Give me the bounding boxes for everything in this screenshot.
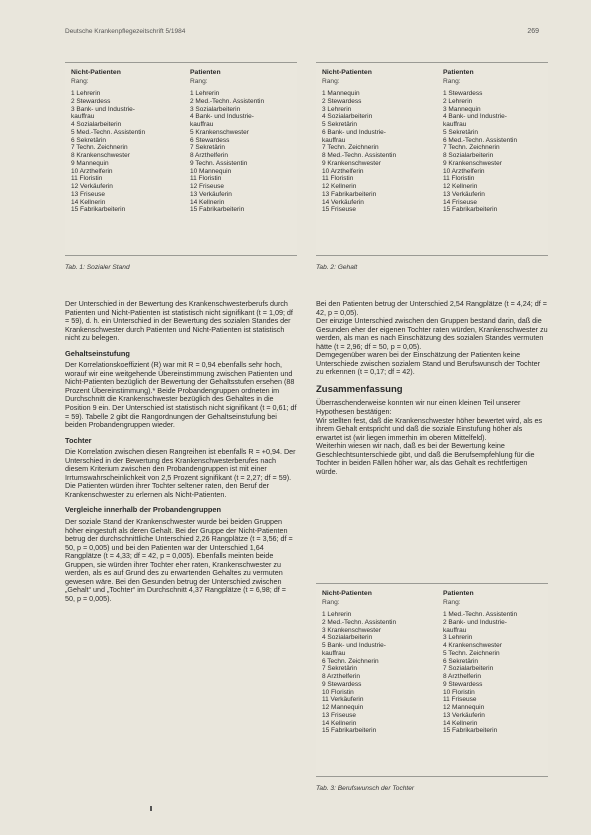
table-row: 11 Friseuse — [443, 696, 477, 704]
body-paragraph: Der einzige Unterschied zwischen den Gruppen bestand darin, daß die Gesunden eher der eigenen Tochter raten würden, Krankenschwester zu werden, als man es nach Einschätzung des sozialen Standes vermuten hätte (t = 2,96; df = 50, p = 0,05). — [316, 316, 548, 351]
table-row: 5 Sekretärin — [443, 128, 479, 136]
table-rank-label: Rang: — [322, 599, 340, 606]
table-rank-label: Rang: — [443, 78, 461, 85]
table-row: 5 Sekretärin — [322, 121, 358, 128]
body-paragraph: Weiterhin wiesen wir nach, daß es bei der Bewertung keine Geschlechtsunterschiede gibt, und daß die Berufsempfehlung für die Tochter in beiden Fällen höher war, als das Gehalt es rechtfertigen würde. — [316, 441, 535, 476]
table-row: 12 Kellnerin — [322, 183, 357, 190]
table-row: 15 Fabrikarbeiterin — [322, 727, 377, 735]
table-row: 1 Lehrerin — [322, 611, 352, 618]
table-col-header: Patienten — [443, 590, 474, 597]
table-row: 9 Stewardess — [443, 680, 483, 688]
table-row: 11 Floristin — [71, 175, 103, 183]
table-row: 15 Fabrikarbeiterin — [443, 727, 498, 735]
table-row: 10 Floristin — [322, 688, 354, 696]
body-paragraph: Bei den Patienten betrug der Unterschied 2,54 Rangplätze (t = 4,24; df = 42, p = 0,05). — [316, 299, 547, 317]
table-row: 4 Bank- und Industrie- — [190, 113, 254, 121]
table-row: 2 Stewardess — [322, 97, 362, 105]
table-row: 4 Bank- und Industrie- — [443, 113, 507, 121]
table-caption: Tab. 3: Berufswunsch der Tochter — [316, 785, 415, 792]
table-rank-list — [322, 611, 396, 735]
table-row: 9 Krankenschwester — [443, 159, 502, 167]
table-row: 1 Lehrerin — [71, 90, 101, 97]
table-row: 12 Kellnerin — [443, 183, 478, 190]
table-row: 9 Techn. Assistentin — [190, 159, 248, 167]
table-row: 2 Med.-Techn. Assistentin — [322, 618, 397, 626]
table-row: 5 Techn. Zeichnerin — [443, 649, 500, 657]
table-row: kauffrau — [190, 121, 214, 128]
table-row: 14 Friseuse — [443, 198, 477, 206]
table-row: 4 Sozialarbeiterin — [322, 634, 373, 642]
table-rank-list — [443, 611, 517, 735]
table-row: 7 Techn. Zeichnerin — [322, 144, 379, 152]
table-row: 3 Sozialarbeiterin — [190, 105, 241, 113]
table-row: 13 Verkäuferin — [190, 190, 232, 198]
table-row: 14 Verkäuferin — [322, 198, 364, 206]
body-paragraph: Der soziale Stand der Krankenschwester wurde bei beiden Gruppen höher eingestuft als deren Gehalt. Bei der Gruppe der Nicht-Patienten betrug der durchschnittliche Unterschied 2,26 Rangplätze (t = 3,56; df = 50, p = 0,005) und bei den Patienten war der Unterschied 1,64 Rangplätze (t = 4,33; df = 42, p = 0,005). Ebenfalls meinten beide Gruppen, sie würden ihrer Tochter eher raten, Krankenschwester zu werden, als es auf Grund des zu erwartenden Gehaltes zu vermuten gewesen wäre. Bei den Gesunden betrug der Unterschied zwischen „Gehalt“ und „Tochter“ im Durchschnitt 4,37 Rangplätze (t = 6,98; df = 50, p = 0,005). — [65, 517, 293, 603]
table-row: 13 Fabrikarbeiterin — [322, 190, 377, 198]
table-row: 13 Verkäuferin — [443, 190, 485, 198]
page-number: 269 — [527, 28, 539, 35]
table-row: 15 Friseuse — [322, 206, 356, 214]
table-row: 2 Lehrerin — [443, 97, 473, 105]
section-heading: Gehaltseinstufung — [65, 348, 130, 358]
table-row: 4 Sozialarbeiterin — [71, 121, 122, 128]
right-text-column — [316, 300, 548, 476]
table-row: 3 Lehrerin — [443, 634, 473, 642]
table-row: 9 Stewardess — [322, 680, 362, 688]
table-row: 6 Sekretärin — [71, 136, 107, 144]
table-row: 6 Bank- und Industrie- — [322, 128, 386, 136]
body-paragraph: Der Unterschied in der Bewertung des Krankenschwesterberufs durch Patienten und Nicht-Patienten ist statistisch nicht signifikant (t = 1,09; df = 59), d. h. ein Unterschied in der Bewertung des sozialen Standes der Krankenschwester durch Patienten und Nicht-Patienten ist statistisch nicht zu belegen. — [65, 299, 293, 343]
table-gehalt — [316, 62, 548, 256]
table-row: 1 Mannequin — [322, 90, 360, 97]
table-rank-list — [322, 90, 396, 214]
table-row: 8 Arzthelferin — [322, 673, 360, 680]
table-row: 13 Friseuse — [322, 711, 356, 719]
table-row: 3 Lehrerin — [322, 105, 352, 113]
table-row: 6 Med.-Techn. Assistentin — [443, 136, 518, 144]
table-row: 9 Mannequin — [71, 159, 109, 167]
table-row: 6 Sekretärin — [443, 657, 479, 665]
table-row: 9 Krankenschwester — [322, 159, 381, 167]
table-row: 7 Techn. Zeichnerin — [443, 144, 500, 152]
table-row: 8 Arzthelferin — [190, 152, 228, 159]
table-berufswunsch — [316, 583, 548, 777]
table-row: 5 Med.-Techn. Assistentin — [71, 128, 146, 136]
table-row: 14 Kellnerin — [322, 719, 357, 727]
table-row: 12 Friseuse — [190, 183, 224, 190]
table-row: 7 Sekretärin — [190, 144, 226, 152]
table-row: 3 Krankenschwester — [322, 626, 381, 634]
table-row: 14 Kellnerin — [443, 719, 478, 727]
table-row: 13 Friseuse — [71, 190, 105, 198]
table-row: 10 Arzthelferin — [71, 167, 113, 175]
table-col-header: Patienten — [443, 69, 474, 76]
table-col-header: Nicht-Patienten — [322, 590, 372, 597]
table-row: kauffrau — [443, 121, 467, 128]
table-row: 14 Kellnerin — [71, 198, 106, 206]
table-row: 5 Krankenschwester — [190, 128, 249, 136]
table-row: 5 Bank- und Industrie- — [322, 642, 386, 649]
table-row: 8 Med.-Techn. Assistentin — [322, 152, 397, 159]
table-rank-label: Rang: — [322, 78, 340, 85]
table-row: 4 Sozialarbeiterin — [322, 113, 373, 121]
table-row: 11 Verkäuferin — [322, 696, 364, 704]
table-rank-list — [190, 90, 264, 214]
table-row: 6 Techn. Zeichnerin — [322, 657, 379, 665]
table-rank-list — [443, 90, 517, 214]
table-row: 11 Floristin — [443, 175, 475, 183]
section-heading: Zusammenfassung — [316, 383, 403, 395]
table-row: 15 Fabrikarbeiterin — [443, 206, 498, 214]
table-col-header: Patienten — [190, 69, 221, 76]
table-row: 7 Sekretärin — [322, 665, 358, 673]
page-header — [65, 28, 539, 40]
section-heading: Tochter — [65, 435, 92, 445]
table-row: 15 Fabrikarbeiterin — [190, 206, 245, 214]
table-row: 1 Lehrerin — [190, 90, 220, 97]
table-row: 1 Med.-Techn. Assistentin — [443, 611, 518, 618]
body-paragraph: Der Korrelationskoeffizient (R) war mit R = 0,94 ebenfalls sehr hoch, worauf wir eine weitgehende Übereinstimmung zwischen Patienten und Nicht-Patienten bezüglich der Bewertung der Gehaltsstufen ersehen (88 Prozent Übereinstimmung).* Beide Probandengruppen ordneten im Durchschnitt die Krankenschwester bezüglich des Gehaltes in die Position 9 ein. Der Unterschied ist statistisch nicht signifikant (t = 0,61; df = 59). Tabelle 2 gibt die Rangordnungen der Gehaltseinstufung bei beiden Probandengruppen wieder. — [65, 360, 297, 430]
table-row: 3 Mannequin — [443, 105, 481, 113]
table-row: 15 Fabrikarbeiterin — [71, 206, 126, 214]
table-col-header: Nicht-Patienten — [322, 69, 372, 76]
body-paragraph: Demgegenüber waren bei der Einschätzung der Patienten keine Unterschiede zwischen sozialem Stand und Berufswunsch der Tochter zu erkennen (t = 0,17; df = 42). — [316, 350, 540, 377]
table-rank-label: Rang: — [443, 599, 461, 606]
table-row: 2 Med.-Techn. Assistentin — [190, 97, 265, 105]
left-text-column — [65, 300, 297, 604]
table-rank-label: Rang: — [190, 78, 208, 85]
table-row: 11 Floristin — [322, 175, 354, 183]
section-heading: Vergleiche innerhalb der Probandengruppen — [65, 505, 222, 515]
table-row: 10 Arzthelferin — [443, 167, 485, 175]
table-row: 12 Verkäuferin — [71, 183, 113, 190]
table-caption: Tab. 1: Sozialer Stand — [65, 264, 130, 271]
table-row: 12 Mannequin — [443, 704, 485, 711]
table-rank-label: Rang: — [71, 78, 89, 85]
table-row: 10 Arzthelferin — [322, 167, 364, 175]
page-mark — [150, 806, 152, 811]
table-row: 8 Krankenschwester — [71, 152, 130, 159]
body-paragraph: Die Korrelation zwischen diesen Rangreihen ist ebenfalls R = +0,94. Der Unterschied in der Bewertung des Krankenschwesterberufes nach diesem Kriterium zwischen den Probandengruppen ist mit einer Irrtumswahrscheinlichkeit von 2,5 Prozent signifikant (t = 2,27; df = 59). Die Patienten würden ihrer Tochter seltener raten, den Beruf der Krankenschwester zu erlernen als Nicht-Patienten. — [65, 447, 296, 499]
table-row: 7 Sozialarbeiterin — [443, 665, 494, 673]
table-row: 10 Mannequin — [190, 167, 232, 175]
table-row: 6 Stewardess — [190, 136, 230, 144]
body-paragraph: Wir stellten fest, daß die Krankenschwester höher bewertet wird, als es ihrem Gehalt entspricht und daß die soziale Einstufung höher als erwartet ist (wir liegen immerhin im oberen Mittelfeld). — [316, 415, 543, 442]
table-row: kauffrau — [71, 113, 95, 121]
body-paragraph: Überraschenderweise konnten wir nur einen kleinen Teil unserer Hypothesen bestätigen: — [316, 398, 521, 417]
journal-title: Deutsche Krankenpflegezeitschrift 5/1984 — [65, 28, 186, 35]
table-rank-list — [71, 90, 145, 214]
table-row: 7 Techn. Zeichnerin — [71, 144, 128, 152]
table-row: 1 Stewardess — [443, 90, 483, 97]
table-row: kauffrau — [322, 649, 346, 657]
table-col-header: Nicht-Patienten — [71, 69, 121, 76]
table-caption: Tab. 2: Gehalt — [316, 264, 358, 271]
table-row: 8 Sozialarbeiterin — [443, 152, 494, 159]
table-row: 12 Mannequin — [322, 704, 364, 711]
table-row: 4 Krankenschwester — [443, 642, 502, 649]
table-row: 10 Floristin — [443, 688, 475, 696]
table-row: 13 Verkäuferin — [443, 711, 485, 719]
table-row: 2 Stewardess — [71, 97, 111, 105]
table-row: 2 Bank- und Industrie- — [443, 618, 507, 626]
table-sozialer-stand — [65, 62, 297, 256]
table-row: kauffrau — [443, 626, 467, 634]
table-row: kauffrau — [322, 136, 346, 144]
table-row: 11 Floristin — [190, 175, 222, 183]
table-row: 3 Bank- und Industrie- — [71, 105, 135, 113]
table-row: 14 Kellnerin — [190, 198, 225, 206]
table-row: 8 Arzthelferin — [443, 673, 481, 680]
